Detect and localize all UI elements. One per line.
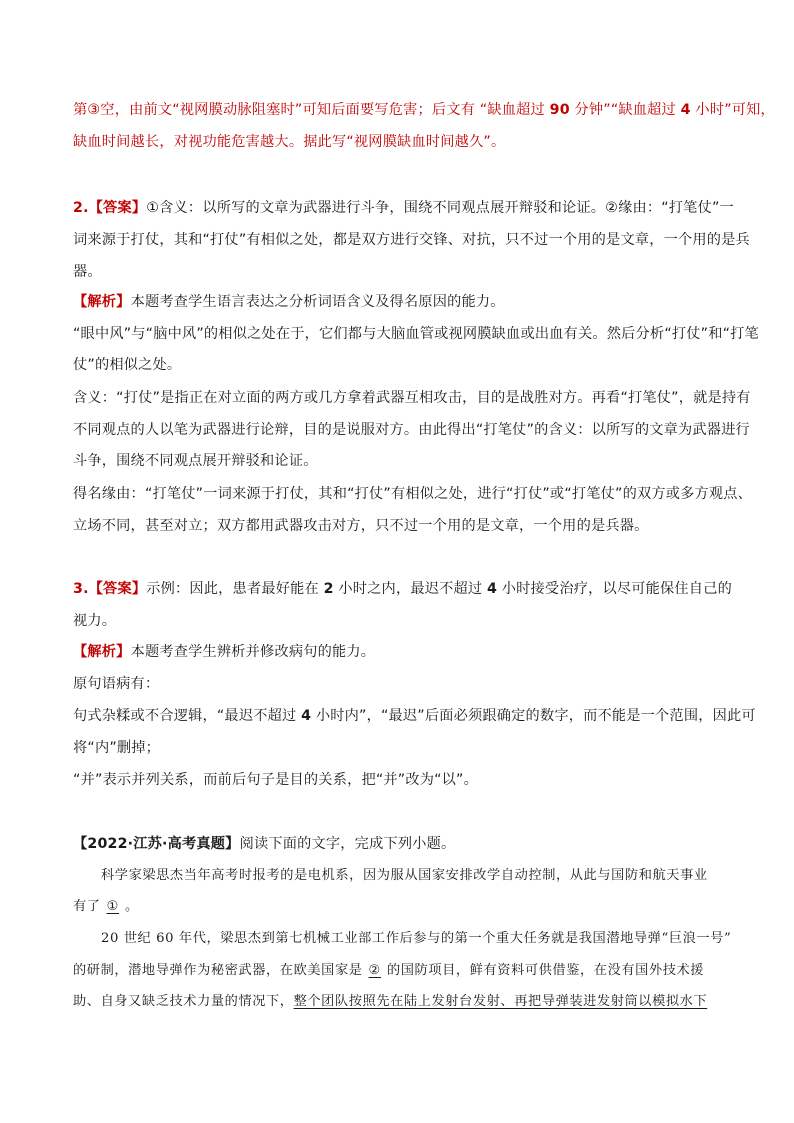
q3-paragraph-2-line-1: 句式杂糅或不合逻辑，“最迟不超过 4 小时内”，“最迟”后面必须跟确定的数字，而不能是一个范围，因此可 <box>73 708 756 724</box>
q2-paragraph-3-line-1: 得名缘由：“打笔仗”一词来源于打仗，其和“打仗”有相似之处，进行“打仗”或“打笔仗”的双方或多方观点、 <box>73 486 753 502</box>
q2-number: 2. <box>73 200 89 216</box>
q2-analysis-intro: 【解析】本题考查学生语言表达之分析词语含义及得名原因的能力。 <box>73 294 505 310</box>
q3-number: 3. <box>73 581 89 597</box>
q2-paragraph-3-line-2: 立场不同，甚至对立；双方都用武器攻击对方，只不过一个用的是文章，一个用的是兵器。 <box>73 518 649 534</box>
q2-paragraph-1-line-2: 仗”的相似之处。 <box>73 357 182 373</box>
q3-answer-line-2: 视力。 <box>73 613 117 629</box>
source-tag: 【2022·江苏·高考真题】 <box>73 836 240 852</box>
q2-paragraph-2-line-1: 含义：“打仗”是指正在对立面的两方或几方拿着武器互相攻击，目的是战胜对方。再看“打笔仗”，就是持有 <box>73 390 751 406</box>
q3-paragraph-1: 原句语病有： <box>73 676 160 692</box>
underlined-sentence: 整个团队按照先在陆上发射台发射、再把导弹装进发射筒以模拟水下 <box>293 994 708 1009</box>
q2-answer-line-1: 2.【答案】①含义：以所写的文章为武器进行斗争，围绕不同观点展开辩驳和论证。②缘由：“打笔仗”一 <box>73 200 734 216</box>
q2-paragraph-2-line-3: 斗争，围绕不同观点展开辩驳和论证。 <box>73 453 318 469</box>
q3-paragraph-3: “并”表示并列关系，而前后句子是目的关系，把“并”改为“以”。 <box>73 772 478 788</box>
passage-para-1-line-1: 科学家梁思杰当年高考时报考的是电机系，因为服从国家安排改学自动控制，从此与国防和航天事业 <box>101 868 708 883</box>
q3-answer-line-1: 3.【答案】示例：因此，患者最好能在 2 小时之内，最迟不超过 4 小时接受治疗，以尽可能保住自己的 <box>73 581 732 597</box>
instruction: 阅读下面的文字，完成下列小题。 <box>239 836 456 852</box>
q2-answer-tag: 【答案】 <box>88 200 147 216</box>
passage-para-2-line-2: 的研制，潜地导弹作为秘密武器，在欧美国家是 ② 的国防项目，鲜有资料可供借鉴，在没有国外技术援 <box>73 963 705 978</box>
q2-answer-line-3: 器。 <box>73 264 102 280</box>
blank-1: ① <box>106 899 120 914</box>
q1-analysis-line-1: 第③空，由前文“视网膜动脉阻塞时”可知后面要写危害；后文有 “缺血超过 90 分钟”“缺血超过 4 小时”可知， <box>73 102 775 118</box>
q3-analysis-tag: 【解析】 <box>73 644 131 660</box>
passage-para-2-line-3: 助、自身又缺乏技术力量的情况下，整个团队按照先在陆上发射台发射、再把导弹装进发射筒以模拟水下 <box>73 994 708 1009</box>
q2-analysis-tag: 【解析】 <box>73 294 131 310</box>
passage-para-1-line-2: 有了 ① 。 <box>73 899 139 914</box>
passage-para-2-line-1: 20 世纪 60 年代，梁思杰到第七机械工业部工作后参与的第一个重大任务就是我国潜地导弹“巨浪一号” <box>101 931 732 946</box>
blank-2: ② <box>368 963 381 978</box>
q3-analysis-intro: 【解析】本题考查学生辨析并修改病句的能力。 <box>73 644 376 660</box>
next-question-header <box>73 834 455 854</box>
q1-analysis-line-2: 缺血时间越长，对视功能危害越大。据此写“视网膜缺血时间越久”。 <box>73 134 506 150</box>
q2-paragraph-2-line-2: 不同观点的人以笔为武器进行论辩，目的是说服对方。由此得出“打笔仗”的含义：以所写的文章为武器进行 <box>73 422 750 438</box>
q2-paragraph-1-line-1: “眼中风”与“脑中风”的相似之处在于，它们都与大脑血管或视网膜缺血或出血有关。然后分析“打仗”和“打笔 <box>73 326 759 342</box>
q3-paragraph-2-line-2: 将“内”删掉； <box>73 740 161 756</box>
q3-answer-tag: 【答案】 <box>88 581 147 597</box>
q2-answer-line-2: 词来源于打仗，其和“打仗”有相似之处，都是双方进行交锋、对抗，只不过一个用的是文章，一个用的是兵 <box>73 232 750 248</box>
